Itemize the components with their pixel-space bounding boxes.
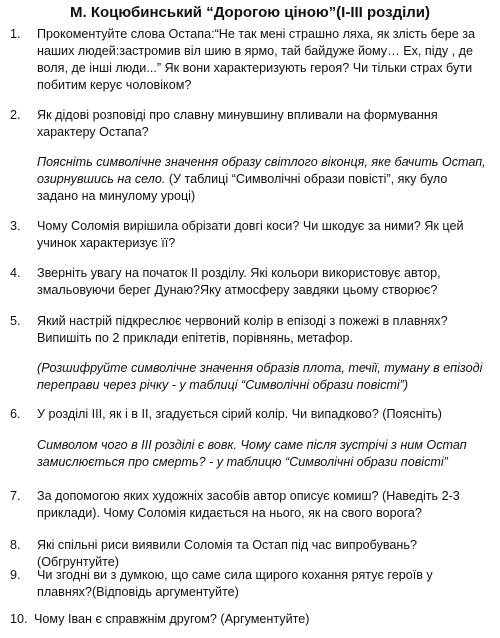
- question-number: 7.: [10, 489, 21, 503]
- question-number: 6.: [10, 407, 21, 421]
- question-number: 4.: [10, 266, 21, 280]
- page-title: М. Коцюбинський “Дорогою ціною”(І-ІІІ розділи): [69, 4, 431, 21]
- question-number: 9.: [10, 568, 21, 582]
- question-number: 10.: [10, 612, 28, 626]
- question-number: 1.: [10, 27, 21, 41]
- note-q2-instruction: Поясніть символічне значення образу світлого віконця, яке бачить Остап, озирнувшись на село.: [37, 155, 486, 186]
- question-number: 3.: [10, 219, 21, 233]
- note-q2-reference: (У таблиці “Символічні образи повісті”, яку було задано на минулому уроці): [37, 172, 448, 203]
- question-text: За допомогою яких художніх засобів автор описує комиш? (Наведіть 2-3 приклади). Чому Соломія кидається на нього, як на свого ворога?: [37, 489, 460, 520]
- question-text: У розділі ІІІ, як і в ІІ, згадується сірий колір. Чи випадково? (Поясніть): [37, 407, 442, 421]
- question-text: Чи згодні ви з думкою, що саме сила щирого кохання рятує героїв у плавнях?(Відповідь аргументуйте): [37, 568, 433, 599]
- question-text: Чому Іван є справжнім другом? (Аргументуйте): [34, 612, 310, 626]
- question-text: Зверніть увагу на початок ІІ розділу. Які кольори використовує автор, змальовуючи берег Дунаю?Яку атмосферу завдяки цьому створює?: [37, 266, 441, 297]
- question-number: 5.: [10, 314, 21, 328]
- question-number: 8.: [10, 538, 21, 552]
- question-number: 2.: [10, 108, 21, 122]
- question-text: Які спільні риси виявили Соломія та Остап під час випробувань? (Обгрунтуйте): [37, 538, 417, 569]
- question-text: Прокоментуйте слова Остапа:“Не так мені страшно ляха, як злість бере за наших людей:застромив віл шию в ярмо, тай байдуже йому… Ех, піду , де воля, де інші люди...” Як вони характеризують героя? Чи тільки страх бути побитим керує чоловіком?: [37, 27, 475, 92]
- note-q2: [37, 154, 487, 205]
- note-q6: Символом чого в ІІІ розділі є вовк. Чому саме після зустрічі з ним Остап замислюється про смерть? - у таблицю “Символічні образи повісті”: [37, 438, 467, 469]
- note-q5: (Розшифруйте символічне значення образів плота, течії, туману в епізоді переправи через річку - у таблиці “Символічні образи повісті”): [37, 361, 483, 392]
- question-text: Чому Соломія вирішила обрізати довгі коси? Чи шкодує за ними? Як цей учинок характеризує її?: [37, 219, 464, 250]
- question-text: Як дідові розповіді про славну минувшину впливали на формування характеру Остапа?: [37, 108, 438, 139]
- question-text: Який настрій підкреслює червоний колір в епізоді з пожежі в плавнях? Випишіть по 2 приклади епітетів, порівнянь, метафор.: [37, 314, 448, 345]
